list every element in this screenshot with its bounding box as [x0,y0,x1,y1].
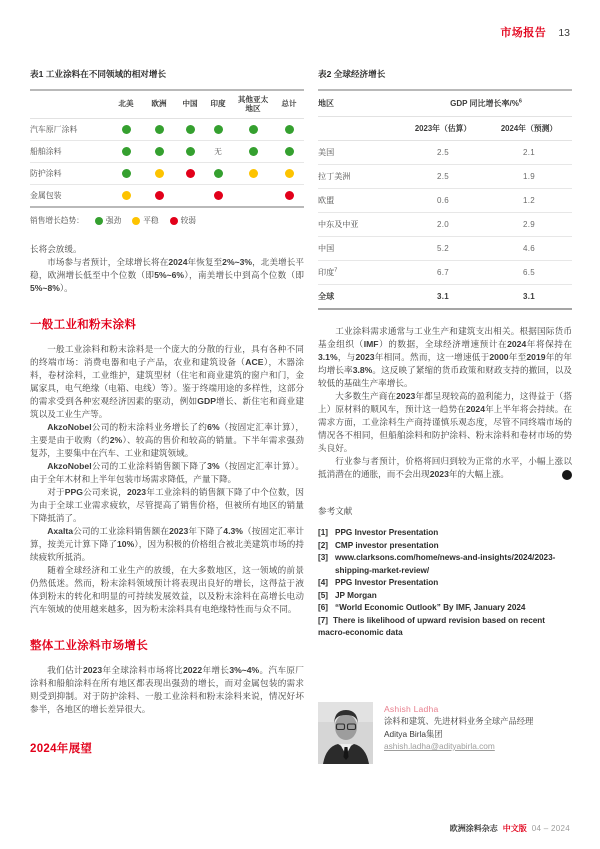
growth-dot-strong-icon [214,169,223,178]
growth-cell [176,169,204,179]
table-row [318,237,572,261]
growth-dot-strong-icon [155,125,164,134]
paragraph: AkzoNobel公司的粉末涂料业务增长了约6%（按固定汇率计算），主要是由于收购（约2%）、较高的售价和较高的销量。下半年需求强劲复苏，主要集中在汽车、工业和建筑领域。 [30,422,304,458]
paragraph: 行业参与者预计，价格将回归到较为正常的水平，小幅上涨以抵消潜在的通胀，而不会出现2023年的大幅上涨。 ❮ [318,456,585,479]
growth-dot-steady-icon [122,191,131,200]
legend-item-label: 强劲 [105,216,122,225]
paragraph: 对于PPG公司来说，2023年工业涂料的销售额下降了中个位数，因为由于全球工业需求疲软，尽管提高了销售价格，但被所有地区的销量下降抵消了。 [30,487,304,523]
reference-text: PPG Investor Presentation [335,528,439,537]
growth-dot-steady-icon [155,169,164,178]
growth-dot-strong-icon [186,125,195,134]
growth-cell [142,169,176,179]
growth-dot-strong-icon [155,147,164,156]
row-label: 防护涂料 [30,169,62,178]
region-label: 中国 [318,244,335,253]
legend-item [95,215,121,226]
legend-item [170,215,196,226]
growth-dot-weak-icon [155,191,164,200]
table-row [318,165,572,189]
row-label: 汽车原厂涂料 [30,125,78,134]
growth-dot-steady-icon [249,169,258,178]
growth-cell [142,191,176,201]
reference-number: [7] [318,615,329,625]
growth-cell [232,125,274,135]
table2-header-row [318,91,572,117]
right-paragraphs [318,325,585,481]
paragraph: 大多数生产商在2023年都呈现较高的盈利能力，这得益于（搭上）原材料的顺风车，预计这一趋势在2024年上半年将会持续。在需求方面，工业涂料生产商持谨慎乐观态度，尽管不同终端市场的情况各不相同，但船舶涂料和防护涂料、粉末涂料和卷材市场的势头良好。 [318,391,572,453]
gdp-2023-value: 2.5 [436,148,450,157]
growth-dot-strong-icon [249,147,258,156]
growth-cell [274,169,304,179]
gdp-2023-value: 0.6 [436,196,450,205]
table1-column-header: 欧洲 [151,99,167,109]
continuation-paragraph: 长将会放缓。 [30,244,82,254]
growth-cell [274,147,304,157]
growth-dot-weak-icon [214,191,223,200]
growth-cell [110,191,142,201]
table1-header-row [30,91,304,119]
growth-cell [274,191,304,201]
reference-text: JP Morgan [335,590,377,600]
page-header [500,24,570,40]
table-row [30,119,304,141]
growth-dot-strong-icon [122,147,131,156]
region-label: 全球 [318,292,335,301]
growth-dot-weak-icon [186,169,195,178]
author-role: 涂料和建筑、先进材料业务全球产品经理 [384,716,534,726]
author-card [318,702,572,764]
table2-col-2023: 2023年（估算） [414,124,472,133]
references-title: 参考文献 [318,506,353,516]
author-photo [318,702,373,764]
growth-cell [274,125,304,135]
gdp-2023-value: 2.0 [436,220,450,229]
table-row [318,189,572,213]
growth-dot-strong-icon [214,125,223,134]
table-row [30,141,304,163]
global-economic-growth-table [318,89,572,310]
table-row [318,285,572,308]
gdp-2024-value: 6.5 [522,268,536,277]
table2-subheader-row [318,117,572,141]
left-column [30,68,304,767]
footer-issue: 04 – 2024 [531,824,570,833]
growth-cell [142,147,176,157]
content-columns [30,68,585,767]
footer-edition-label: 中文版 [502,824,527,833]
legend-item-label: 较弱 [180,216,196,225]
table-row [318,141,572,165]
gdp-2023-value: 5.2 [436,244,450,253]
section-label: 市场报告 [500,27,547,39]
table1-column-header: 印度 [210,99,226,109]
reference-number: [4] [318,578,329,587]
table1-column-header: 总计 [281,99,297,109]
reference-item [318,590,572,603]
reference-number: [2] [318,540,329,550]
relative-growth-table [30,89,304,208]
table-row [30,185,304,206]
table2-rows [318,141,572,308]
growth-dot-strong-icon [285,147,294,156]
right-column [318,68,585,764]
growth-cell [110,125,142,135]
row-label: 船舶涂料 [30,147,62,156]
gdp-2024-value: 2.9 [522,220,536,229]
table2-col-gdp: GDP 同比增长率/%$^6$ [450,98,522,108]
reference-item [318,527,572,540]
paragraph: 随着全球经济和工业生产的放缓，在大多数地区，这一领域的前景仍然低迷。然而，粉末涂料领域预计将表现出良好的增长，这得益于液体到粉末的转化和明显的可持续发展效益，以及粉末涂料在高增长电动汽车领域的使用越来越多，因为粉末涂料具有电绝缘特性而与众不同。 [30,565,304,614]
paragraph: 工业涂料需求通常与工业生产和建筑支出相关。根据国际货币基金组织（IMF）的数据，全球经济增速预计在2024年将保持在3.1%，与2023年相同。然而，这一增速低于2000年至2019年的年均增长率3.8%。这反映了紧缩的货币政策和财政支持的撤回，以及较低的基础生产率增长。 [318,326,572,388]
table1-column-header: 其他亚太地区 [237,95,269,113]
reference-item [318,552,572,577]
growth-cell [204,191,232,201]
paragraph: 我们估计2023年全球涂料市场将比2022年增长3%~4%。汽车原厂涂料和船舶涂料在所有地区都表现出强劲的增长，而对金属包装的需求则受到抑制。对于防护涂料、一般工业涂料和粉末涂料来说，情况好坏参半，各地区的增长差异很大。 [30,665,304,714]
legend-dot-steady-icon [132,217,140,225]
table-row [318,261,572,285]
growth-cell [110,147,142,157]
table1-rows [30,119,304,206]
growth-dot-strong-icon [285,125,294,134]
growth-cell [176,125,204,135]
table1-column-header: 北美 [118,99,134,109]
growth-dot-weak-icon [285,191,294,200]
growth-dot-strong-icon [122,125,131,134]
table1-column-header: 中国 [182,99,198,109]
section-heading-2024-outlook: 2024年展望 [30,743,93,755]
reference-text: CMP investor presentation [335,540,439,550]
references-list [318,527,572,640]
reference-item [318,602,572,615]
region-label: 欧盟 [318,196,335,205]
growth-cell: 无 [214,147,222,156]
gdp-2024-value: 3.1 [522,292,536,301]
region-label: 拉丁美洲 [318,172,351,181]
reference-number: [1] [318,528,329,537]
table2-col-2024: 2024年（预测） [500,124,558,133]
growth-cell [204,169,232,179]
legend-item [132,215,158,226]
author-name: Ashish Ladha [384,703,439,714]
paragraph: AkzoNobel公司的工业涂料销售额下降了3%（按固定汇率计算）。由于全年木材和上半年包装市场需求降低，产量下降。 [30,461,304,484]
table1-title: 表1 工业涂料在不同领域的相对增长 [30,69,167,79]
region-label: 中东及中亚 [318,220,359,229]
growth-dot-strong-icon [249,125,258,134]
region-label: 印度$^7$ [318,267,338,277]
growth-cell [232,169,274,179]
section2-paragraphs [30,664,304,716]
page-footer [450,823,570,834]
growth-cell [176,147,204,157]
gdp-2023-value: 6.7 [436,268,450,277]
table2-title: 表2 全球经济增长 [318,69,386,79]
paragraph: Axalta公司的工业涂料销售额在2023年下降了4.3%（按固定汇率计算，按美元计算下降了10%），因为积极的价格组合被北美建筑市场的持续疲软所抵消。 [30,526,304,562]
section1-paragraphs [30,343,304,616]
section-heading-general-industrial: 一般工业和粉末涂料 [30,319,137,331]
gdp-2024-value: 1.2 [522,196,536,205]
intro-paragraph: 市场参与者预计，全球增长将在2024年恢复至2%~3%，北美增长平稳，欧洲增长低至中个位数（即5%~6%），南美增长中到高个位数（即5%~8%）。 [30,257,304,293]
author-info [384,702,533,764]
page-number: 13 [558,27,570,39]
gdp-2023-value: 2.5 [436,172,450,181]
section-heading-overall-market: 整体工业涂料市场增长 [30,640,148,652]
footer-magazine-title: 欧洲涂料杂志 [449,824,498,833]
region-label: 美国 [318,148,335,157]
reference-item [318,540,572,553]
gdp-footnote-marker: 6 [518,98,522,105]
table-row [30,163,304,185]
reference-item [318,615,572,640]
growth-cell [232,147,274,157]
table2-col-region: 地区 [318,99,334,108]
reference-number: [6] [318,603,329,612]
growth-cell [142,125,176,135]
gdp-2024-value: 4.6 [522,244,536,253]
growth-cell [110,169,142,179]
reference-text: “World Economic Outlook” By IMF, January 2024 [335,603,526,612]
legend-dot-strong-icon [95,217,103,225]
author-email-link[interactable]: ashish.ladha@adityabirla.com [384,741,495,751]
growth-cell [204,125,232,135]
table1-legend [30,208,304,228]
gdp-2024-value: 2.1 [522,148,536,157]
paragraph: 一般工业涂料和粉末涂料是一个庞大的分散的行业，具有各种不同的终端市场：消费电器和电子产品，农业和建筑设备（ACE），木器涂料，卷材涂料，工业维护，建筑型材（住宅和商业建筑的窗户和门，金属家具，电气绝缘（电箱、电线）等）。鉴于终端用途的多样性，这部分的需求受到各种宏观经济因素的驱动，例如GDP增长、新住宅和商业建筑以及工业生产等。 [30,344,304,419]
growth-dot-steady-icon [285,169,294,178]
gdp-2024-value: 1.9 [522,172,536,181]
reference-text: PPG Investor Presentation [335,578,439,587]
growth-dot-strong-icon [122,169,131,178]
end-of-article-icon: ❮ [562,470,572,480]
row-label: 金属包装 [30,191,62,200]
reference-item [318,577,572,590]
table-row [318,213,572,237]
growth-dot-strong-icon [186,147,195,156]
legend-dot-weak-icon [170,217,178,225]
reference-number: [5] [318,590,329,600]
gdp-2023-value: 3.1 [436,292,450,301]
reference-number: [3] [318,553,329,562]
reference-text: There is likelihood of upward revision based on recent macro-economic data [318,615,546,637]
legend-item-label: 平稳 [143,216,159,225]
author-company: Aditya Birla集团 [384,728,443,739]
reference-text: www.clarksons.com/home/news-and-insights/2024/2023-shipping-market-review/ [335,553,556,575]
legend-label: 销售增长趋势： [30,216,84,225]
